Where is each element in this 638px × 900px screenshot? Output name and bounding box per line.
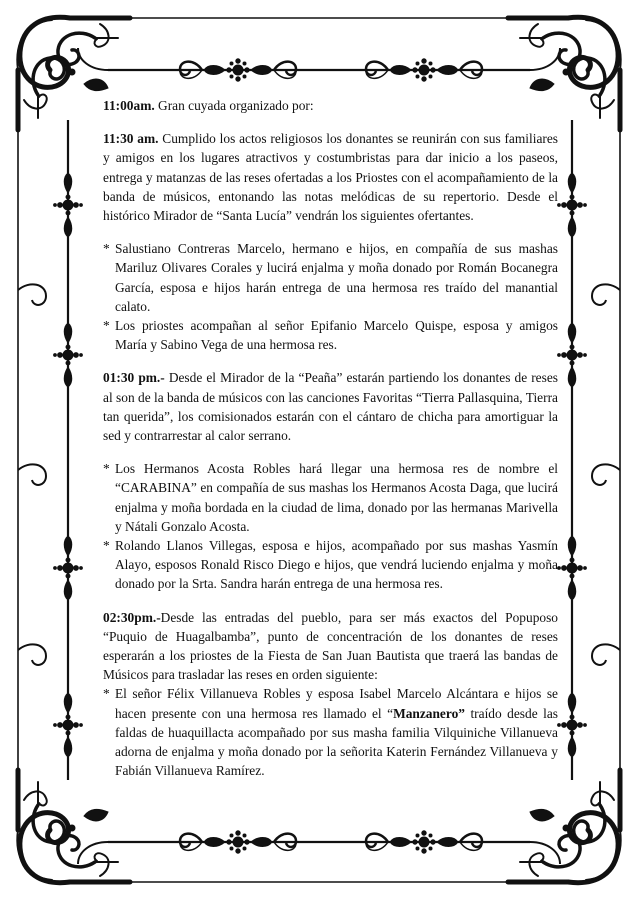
- left-ornament-2: [54, 323, 83, 387]
- schedule-entry-1130: [103, 129, 558, 225]
- time-label: 01:30 pm.-: [103, 370, 165, 386]
- entry-text: Desde el Mirador de la “Peaña” estarán partiendo los donantes de reses al son de la banda de músicos con las canciones Favoritas “Tierra Pallasquina, Tierra tan querida”, los comisionados estarán con el cántaro de chicha para amortiguar la sed y contrarrestar al calor serrano.: [103, 370, 558, 444]
- list-item: [103, 316, 558, 354]
- bullet-mark: *: [103, 318, 110, 334]
- list-item: [103, 536, 558, 594]
- res-name-bold: Manzanero”: [393, 705, 465, 721]
- list-item-text: Salustiano Contreras Marcelo, hermano e hijos, en compañía de sus mashas Mariluz Olivares Corales y lucirá enjalma y moña donado por Román Bocanegra García, esposa e hijos harán entrega de una hermosa res traído del manantial calato.: [115, 241, 558, 314]
- corner-ornament-bl: [17, 770, 130, 883]
- left-ornament-4: [54, 693, 83, 757]
- bullet-mark: *: [103, 538, 110, 554]
- bullet-mark: *: [103, 461, 110, 477]
- list-item-text: Los Hermanos Acosta Robles hará llegar una hermosa res de nombre el “CARABINA” en compañía de sus mashas los Hermanos Acosta Daga, que lucirá enjalma y moña bordada en la ciudad de lima, donado por las hermanas Marivella y Nátali Gonzalo Acosta.: [115, 461, 558, 534]
- bullet-mark: *: [103, 686, 110, 702]
- time-label: 11:30 am.: [103, 131, 159, 147]
- time-label: 11:00am.: [103, 98, 155, 113]
- corner-ornament-br: [508, 770, 621, 883]
- bullet-mark: *: [103, 241, 110, 257]
- schedule-entry-0230: [103, 608, 558, 685]
- schedule-entry-0130: [103, 368, 558, 445]
- right-ornament-4: [558, 693, 587, 757]
- entry-text: Gran cuyada organizado por:: [154, 98, 314, 113]
- program-text: [103, 96, 558, 781]
- left-ornament-1: [54, 173, 83, 237]
- right-ornament-1: [558, 173, 587, 237]
- entry-text: Desde las entradas del pueblo, para ser más exactos del Popuposo “Puquio de Huagalbamba”, punto de concentración de los donantes de reses esperarán a los priostes de la Fiesta de San Juan Bautista que traerá las bandas de Músicos para trasladar las reses en orden siguiente:: [103, 609, 558, 683]
- list-item-text: Rolando Llanos Villegas, esposa e hijos, acompañado por sus mashas Yasmín Alayo, esposos Ronald Risco Diego e hijos, que vendrá luciendo enjalma y moña donado por la Srta. Sandra harán entrega de una hermosa res.: [115, 538, 558, 592]
- schedule-entry-1100: [103, 96, 558, 115]
- right-ornament-2: [558, 323, 587, 387]
- list-item-text-cont: traído desde las faldas de huaquillacta acompañado por sus masha familia Vilquiniche Villanueva adorna de enjalma y moña donado por la señorita Katerin Fernández Villanueva y Fabián Villanueva Ramírez.: [115, 705, 559, 779]
- entry-text: Cumplido los actos religiosos los donantes se reunirán con sus familiares y amigos en los lugares atractivos y costumbristas para dar inicio a los paseos, entrega y matanzas de las reses ofertadas a los Priostes con el acompañamiento de la banda de músicos, entonando las notas melódicas de su repertorio. Desde el histórico Mirador de “Santa Lucía” vendrán los siguientes ofertantes.: [103, 131, 558, 224]
- list-item-text: El señor Félix Villanueva Robles y esposa Isabel Marcelo Alcántara e hijos se hacen presente con una hermosa res llamado el “: [115, 686, 558, 721]
- list-item-text: Los priostes acompañan al señor Epifanio Marcelo Quispe, esposa y amigos María y Sabino Vega de una hermosa res.: [115, 318, 558, 353]
- time-label: 02:30pm.-: [103, 609, 161, 625]
- list-item: [103, 459, 558, 536]
- left-ornament-3: [54, 536, 83, 600]
- list-item: [103, 239, 558, 316]
- list-item: [103, 684, 558, 780]
- right-ornament-3: [558, 536, 587, 600]
